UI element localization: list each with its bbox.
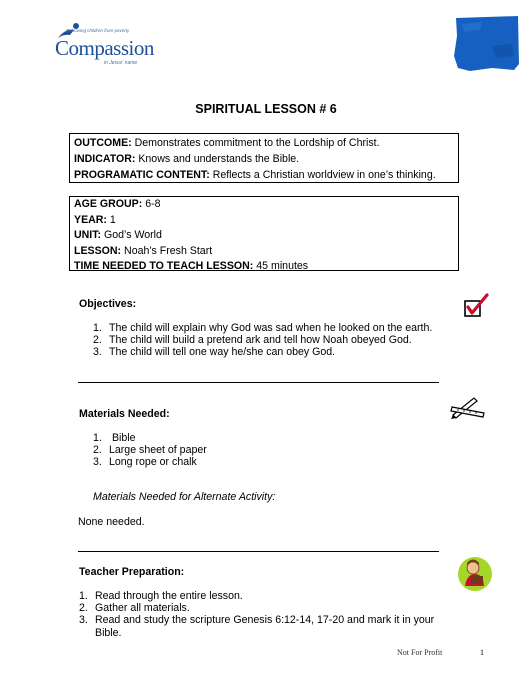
indicator-value: Knows and understands the Bible. — [135, 153, 300, 165]
alternate-heading: Materials Needed for Alternate Activity: — [93, 491, 276, 503]
compassion-logo — [52, 22, 167, 70]
list-item: 2. The child will build a pretend ark and tell how Noah obeyed God. — [93, 334, 412, 347]
list-item: 2. Gather all materials. — [79, 602, 190, 615]
list-item: 1. The child will explain why God was sad when he looked on the earth. — [93, 322, 433, 334]
lesson-title: SPIRITUAL LESSON # 6 — [195, 102, 337, 116]
list-item: Bible. — [95, 626, 122, 639]
outcome-value: Demonstrates commitment to the Lordship of Christ. — [131, 137, 380, 149]
indicator-row — [74, 151, 454, 167]
unit-value: God’s World — [101, 229, 162, 242]
unit-row — [74, 228, 454, 244]
age-value: 6-8 — [142, 198, 161, 210]
list-item: 3. Read and study the scripture Genesis 6:12-14, 17-20 and mark it in your — [79, 614, 435, 627]
teacher-reading-icon — [457, 556, 493, 592]
indicator-label: INDICATOR: — [74, 153, 136, 165]
preparation-heading: Teacher Preparation: — [79, 566, 185, 578]
lesson-info-box — [69, 196, 459, 271]
age-label: AGE GROUP: — [74, 198, 143, 210]
time-value: 45 minutes — [253, 260, 309, 273]
time-label: TIME NEEDED TO TEACH LESSON: — [74, 260, 254, 273]
list-item: 3. The child will tell one way he/she can obey God. — [93, 346, 336, 359]
section-divider — [78, 551, 439, 552]
objectives-heading: Objectives: — [79, 298, 137, 310]
outcome-row — [74, 135, 454, 151]
blue-brush-stamp — [452, 16, 520, 72]
list-item: 2. Large sheet of paper — [93, 444, 207, 457]
time-row — [74, 259, 454, 275]
alternate-text: None needed. — [78, 516, 145, 528]
year-value: 1 — [106, 213, 116, 226]
content-row — [74, 167, 454, 183]
materials-list — [93, 432, 207, 469]
materials-heading: Materials Needed: — [79, 408, 170, 420]
year-label: YEAR: — [74, 213, 107, 226]
list-item: 1. Bible — [93, 432, 136, 444]
pencil-ruler-icon — [450, 395, 486, 419]
page-number: 1 — [480, 648, 484, 657]
logo-tagline: Releasing children from poverty — [66, 28, 130, 33]
outcome-box — [69, 133, 459, 183]
age-row — [74, 197, 454, 213]
objectives-list — [93, 322, 432, 359]
list-item: 1. Read through the entire lesson. — [79, 590, 243, 602]
logo-subline: in Jesus' name — [104, 60, 138, 66]
list-item: 3. Long rope or chalk — [93, 456, 197, 469]
lesson-row — [74, 244, 454, 260]
year-row — [74, 213, 454, 229]
lesson-value: Noah’s Fresh Start — [121, 244, 213, 257]
content-value: Reflects a Christian worldview in one’s thinking. — [209, 169, 436, 181]
unit-label: UNIT: — [74, 229, 102, 242]
content-label: PROGRAMATIC CONTENT: — [74, 169, 210, 181]
outcome-label: OUTCOME: — [74, 137, 132, 149]
footer-note: Not For Profit — [397, 648, 443, 657]
lesson-label: LESSON: — [74, 244, 122, 257]
section-divider — [78, 382, 439, 383]
preparation-list — [79, 590, 434, 639]
checkbox-check-icon — [462, 292, 490, 320]
logo-wordmark: Compassion — [55, 36, 154, 60]
